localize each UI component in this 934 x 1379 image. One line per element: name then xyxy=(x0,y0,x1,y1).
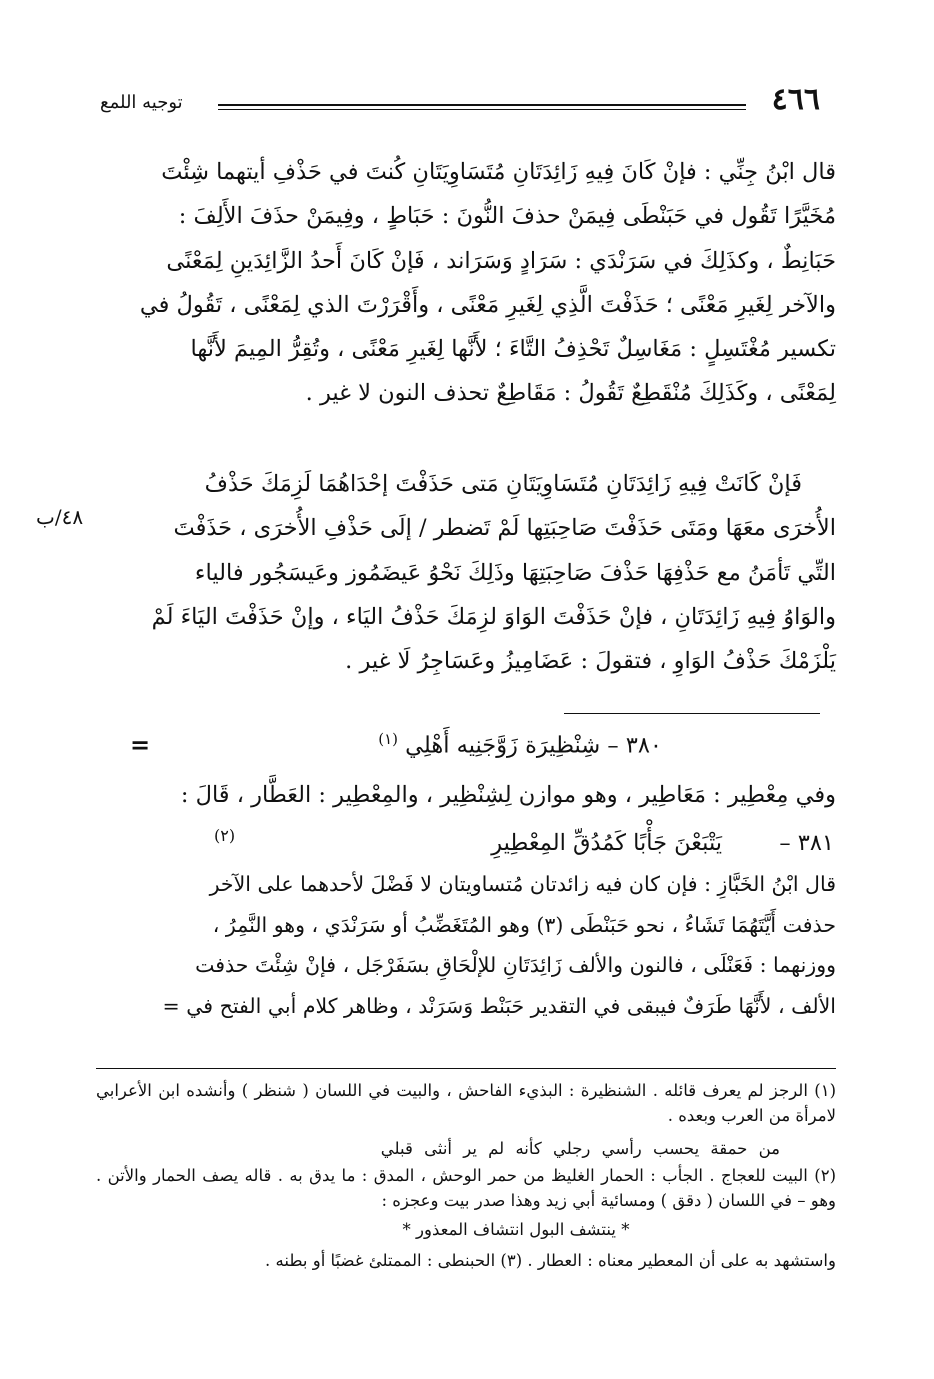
verse-number: ٣٨١ – xyxy=(779,830,834,856)
text-line: ووزنهما : فَعَنْلَى ، فالنون والألف زَائِدَتَانِ للإلْحَاقِ بسَفَرْجَل ، فإنْ شِئْتَ حذفت xyxy=(195,953,836,977)
text-line: قال ابْنُ الخَبَّازِ : فإن كان فيه زائدتان مُتساويتان لا فَضْلَ لأحدهما على الآخر xyxy=(209,872,836,896)
verse-text: يَتْبَعْنَ جَأْبًا كَمُدُقِّ المِعْطِيرِ xyxy=(491,830,722,856)
footnote-2: (٢) البيت للعجاج . الجأب : الحمار الغليظ من حمر الوحش ، المدق : ما يدق به . قاله يصف الحمار والأتن . وهو – في اللسان ( دقق ) ومسائية أبي زيد وهذا صدر بيت وعجزه : xyxy=(96,1166,836,1210)
footnote-ref: (٢) xyxy=(214,826,236,845)
text-line: والآخر لِغَيرِ مَعْنًى ؛ حَذَفْتَ الَّذِي لِغَيرِ مَعْنًى ، وأَقْرَرْتَ الذي لِمَعْنًى ، تَقُولُ في xyxy=(139,291,836,318)
footnote-1-verse: من حمقة يحسب رأسي رجلي كأنه لم ير أنثى قبلي xyxy=(380,1139,780,1158)
text-line: يَلْزَمْكَ حَذْفُ الوَاوِ ، فتقولَ : عَضَامِيزُ وعَسَاجِرُ لَا غير . xyxy=(345,648,836,675)
text-line: لِمَعْنًى ، وكَذَلِكَ مُنْقَطِعٌ تَقُولُ : مَقَاطِعٌ تحذف النون لا غير . xyxy=(305,380,836,407)
text-line: تكسير مُغْتَسِلٍ : مَغَاسِلٌ تَحْذِفُ التَّاءَ ؛ لأَنَّها لِغَيرِ مَعْنًى ، وتُقِرُّ المِيمَ لأَنَّها xyxy=(190,336,836,363)
paragraph-ibn-khabbaz xyxy=(96,864,836,1026)
footnote-1: (١) الرجز لم يعرف قائله . الشنظيرة : البذيء الفاحش ، والبيت في اللسان ( شنظر ) وأنشده ابن الأعرابي لامرأة من العرب وبعده . xyxy=(96,1081,836,1125)
text-line: فَإنْ كَانَتْ فِيهِ زَائِدَتَانِ مُتَسَاوِيَتَانِ مَتى حَذَفْتَ إحْدَاهُمَا لَزِمَكَ حَذْفُ xyxy=(204,471,802,497)
page-number: ٤٦٦ xyxy=(771,82,820,117)
text-line: الألف ، لأَنَّهَا طَرَفٌ فيبقى في التقدير حَبَنْط وَسَرَنْد ، وظاهر كلام أبي الفتح في = xyxy=(162,993,836,1018)
header-rule xyxy=(218,104,746,106)
text-line: التِّي تَأمَنُ مع حَذْفِهَا حَذْفَ صَاحِبَتِهَا وذَلِكَ نَحْوُ عَيضَمُوز وعَيسَجُور فالياء xyxy=(194,559,836,586)
footnote-3: واستشهد به على أن المعطير معناه : العطار . (٣) الحبنطى : الممتلئ غضبًا أو بطنه . xyxy=(265,1251,836,1270)
footnote-2-verse: * ينتشف البول انتشاف المعذور * xyxy=(402,1220,630,1239)
text-line: قال ابْنُ جِنِّي : فإنْ كَانَ فِيهِ زَائِدَتَانِ مُتَسَاوِيَتَانِ كُنتَ في حَذْفِ أيتهما شِئْتَ xyxy=(161,159,836,185)
paragraph-two-extras xyxy=(96,462,836,683)
text-line: حذفت أَيَّتَهُمَا تَشَاءُ ، نحو حَبَنْطَى (٣) وهو المُتَغَضِّبُ أو سَرَنْدَي ، وهو النَّمِرُ ، xyxy=(212,912,836,937)
footnote-separator xyxy=(96,1068,836,1069)
continuation-mark: = xyxy=(130,730,151,759)
running-title: توجيه اللمع xyxy=(100,92,183,113)
verse-text: شِنْظِيرَة زَوَّجَنِيه أَهْلِي xyxy=(405,732,601,759)
footnote-ref: (١) xyxy=(378,730,399,748)
header-rule-thin xyxy=(218,109,746,110)
paragraph-ibn-jinni xyxy=(96,150,836,416)
margin-folio-note: ٤٨/ب xyxy=(36,505,84,529)
text-line: والوَاوُ فِيهِ زَائِدَتَانِ ، فإنْ حَذَفْتَ الوَاوَ لزِمَكَ حَذْفُ اليَاء ، وإنْ حَذَفْتَ اليَاءَ لَمْ xyxy=(151,603,836,630)
verse-number: ٣٨٠ – xyxy=(607,732,662,759)
section-separator xyxy=(564,713,820,714)
text-line: مُخَيَّرًا تَقُول في حَبَنْطَى فِيمَنْ حذفَ النُّونَ : حَبَاطٍ ، وفِيمَنْ حذَفَ الأَلِفَ : xyxy=(178,203,836,230)
text-line: وفي مِعْطِير : مَعَاطِير ، وهو موازن لِشِنْظِير ، والمِعْطِير : العَطَّار ، قَالَ : xyxy=(180,782,836,808)
text-line: الأُخرَى معَهَا ومَتَى حَذَفْتَ صَاحِبَتِها لَمْ تَضطر / إلَى حَذْفِ الأُخرَى ، حَذَفْتَ xyxy=(173,515,836,542)
verse-380 xyxy=(378,730,662,759)
footnotes xyxy=(96,1078,836,1273)
text-line: حَبَانِطٌ ، وكذَلِكَ في سَرَنْدَي : سَرَادٍ وَسَرَاند ، فَإنْ كَانَ أَحدُ الزَّائِدَينِ لِمَعْنًى xyxy=(166,247,836,274)
page-header xyxy=(100,82,820,122)
